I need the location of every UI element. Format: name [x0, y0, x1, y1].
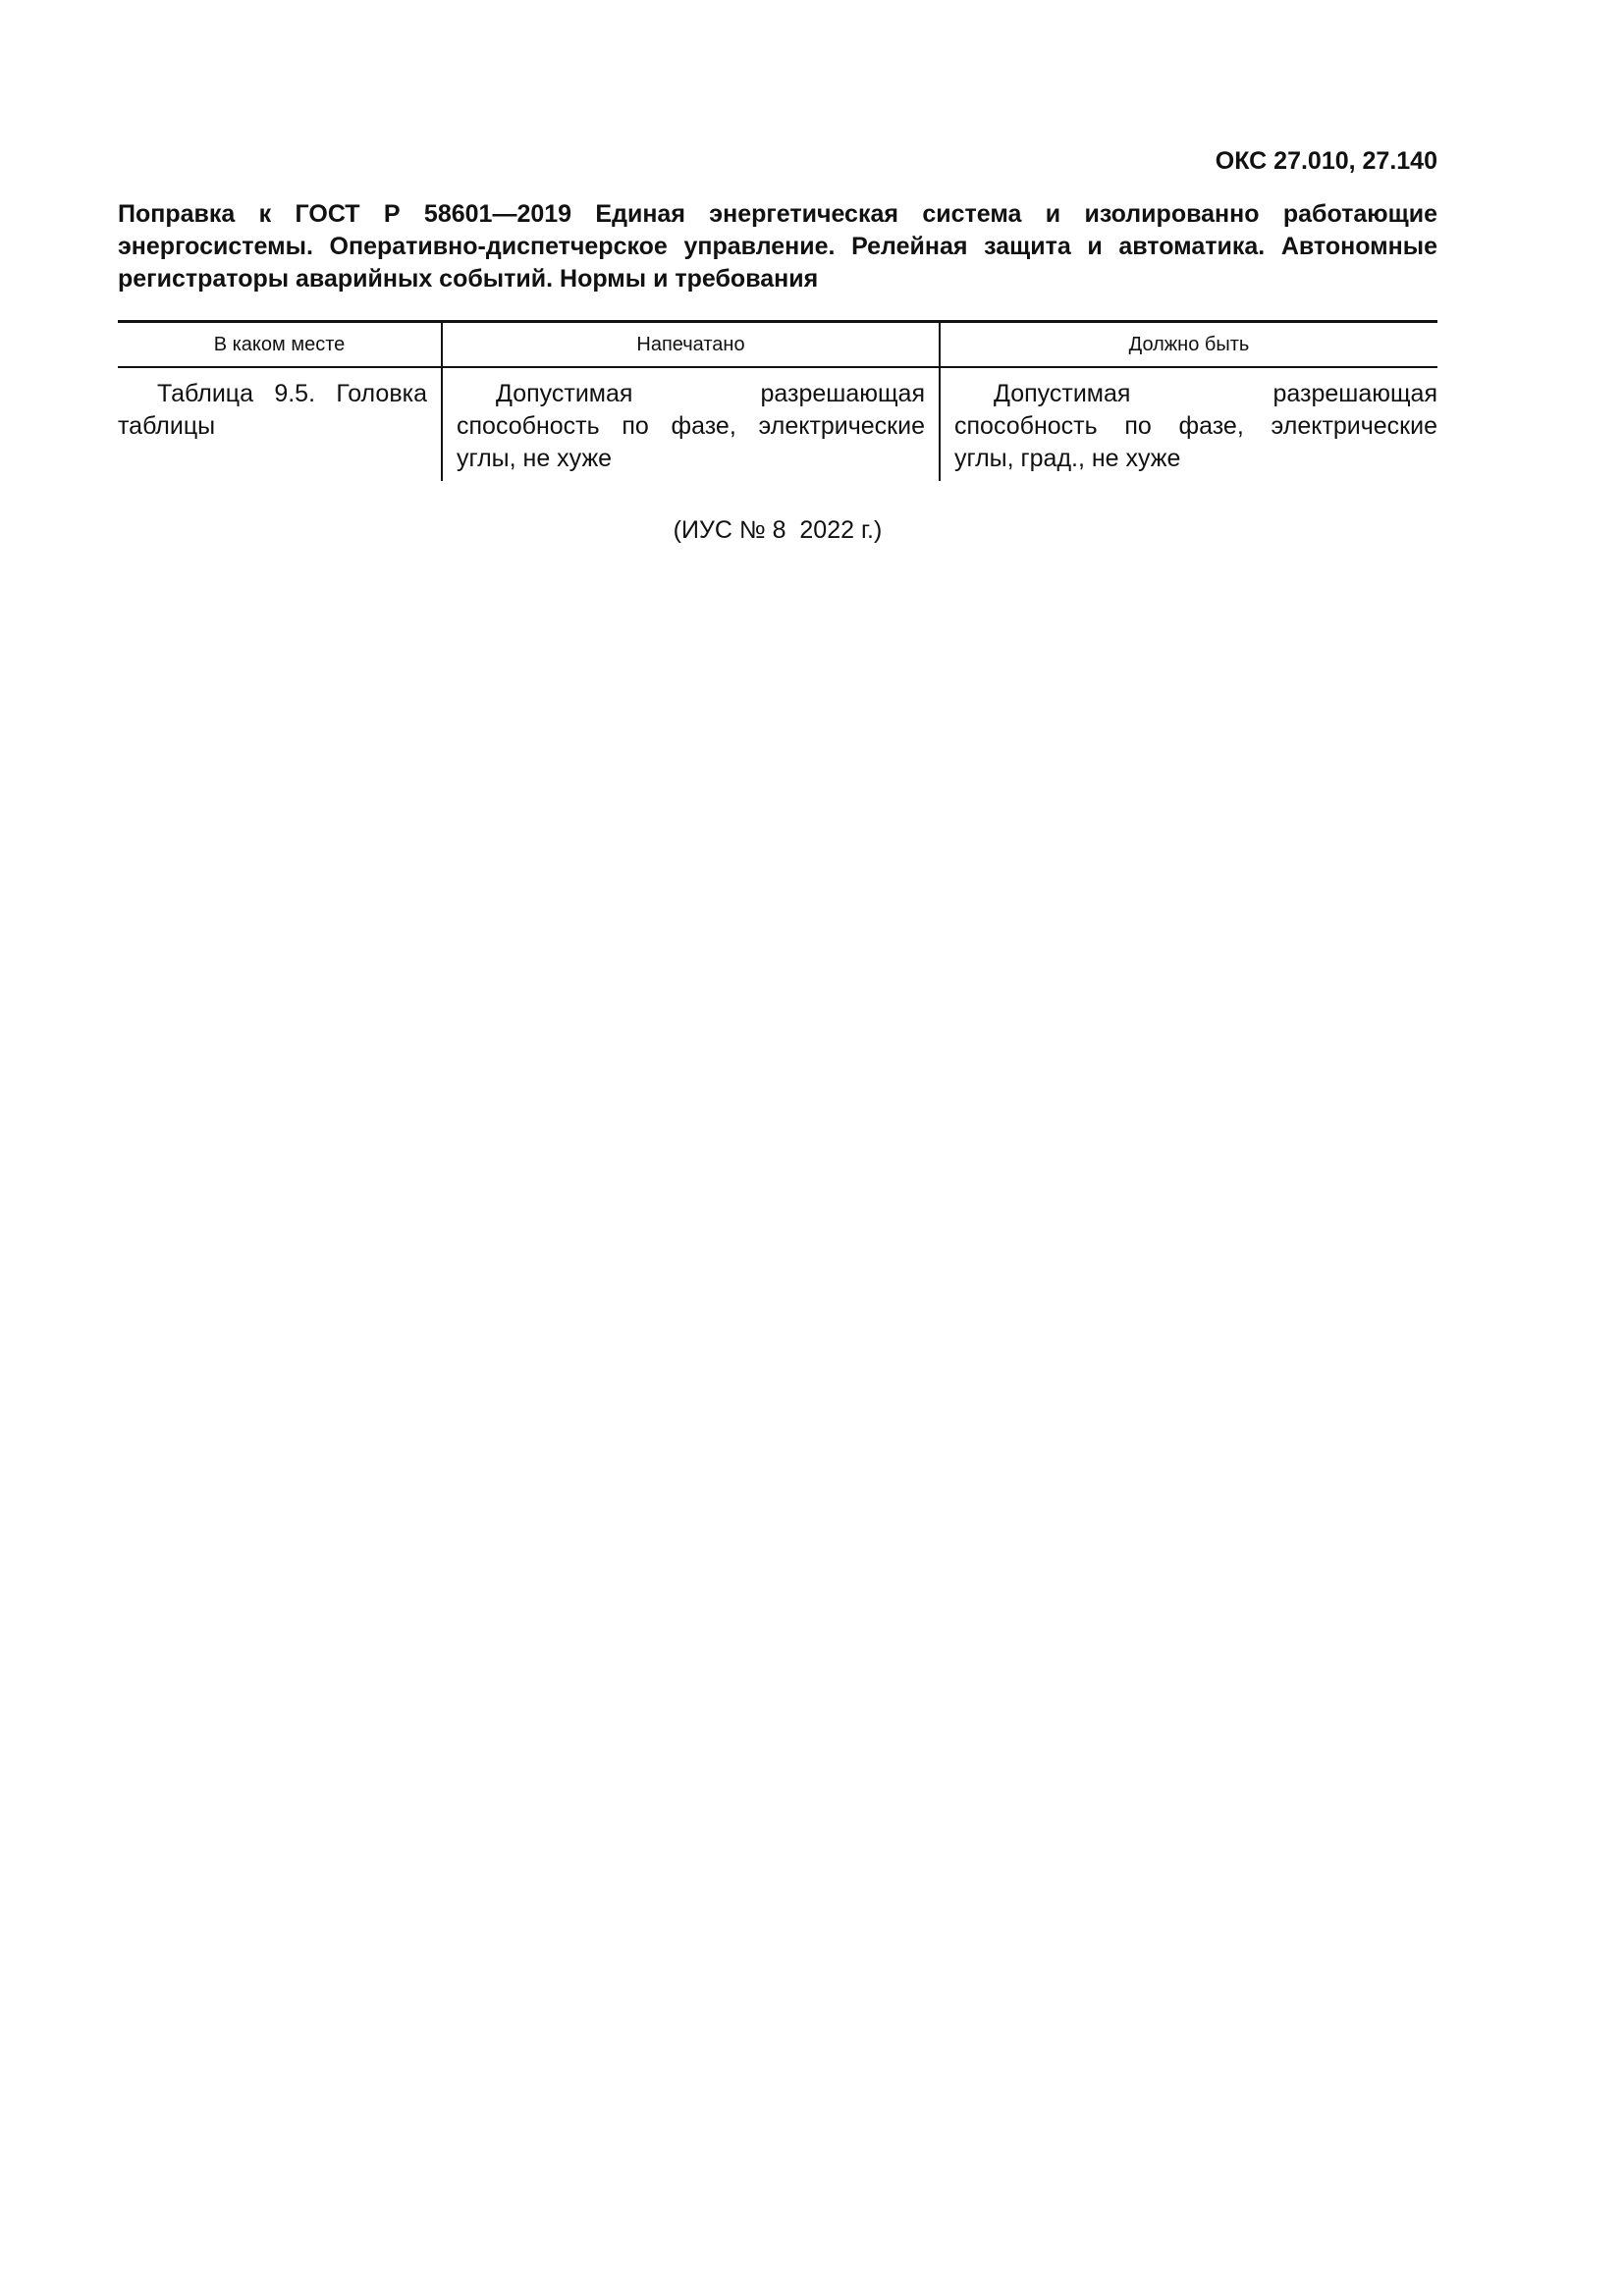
table-row — [118, 367, 1437, 481]
oks-code: ОКС 27.010, 27.140 — [1215, 147, 1437, 175]
amendment-table — [118, 320, 1437, 481]
table-header-row — [118, 322, 1437, 368]
cell-printed: Допустимая разрешающая способность по фазе, электрические углы, не хуже — [442, 367, 940, 481]
column-header-location: В каком месте — [118, 322, 442, 368]
publication-reference: (ИУС № 8 2022 г.) — [673, 516, 883, 544]
column-header-should-be: Должно быть — [940, 322, 1437, 368]
document-title: Поправка к ГОСТ Р 58601—2019 Единая энергетическая система и изолированно работающие энергосистемы. Оперативно-диспетчерское управление. Релейная защита и автоматика. Автономные регистраторы аварийных событий. Нормы и требования — [118, 200, 1437, 293]
cell-should-be: Допустимая разрешающая способность по фазе, электрические углы, град., не хуже — [940, 367, 1437, 481]
column-header-printed: Напечатано — [442, 322, 940, 368]
cell-location: Таблица 9.5. Головка таблицы — [118, 380, 427, 440]
